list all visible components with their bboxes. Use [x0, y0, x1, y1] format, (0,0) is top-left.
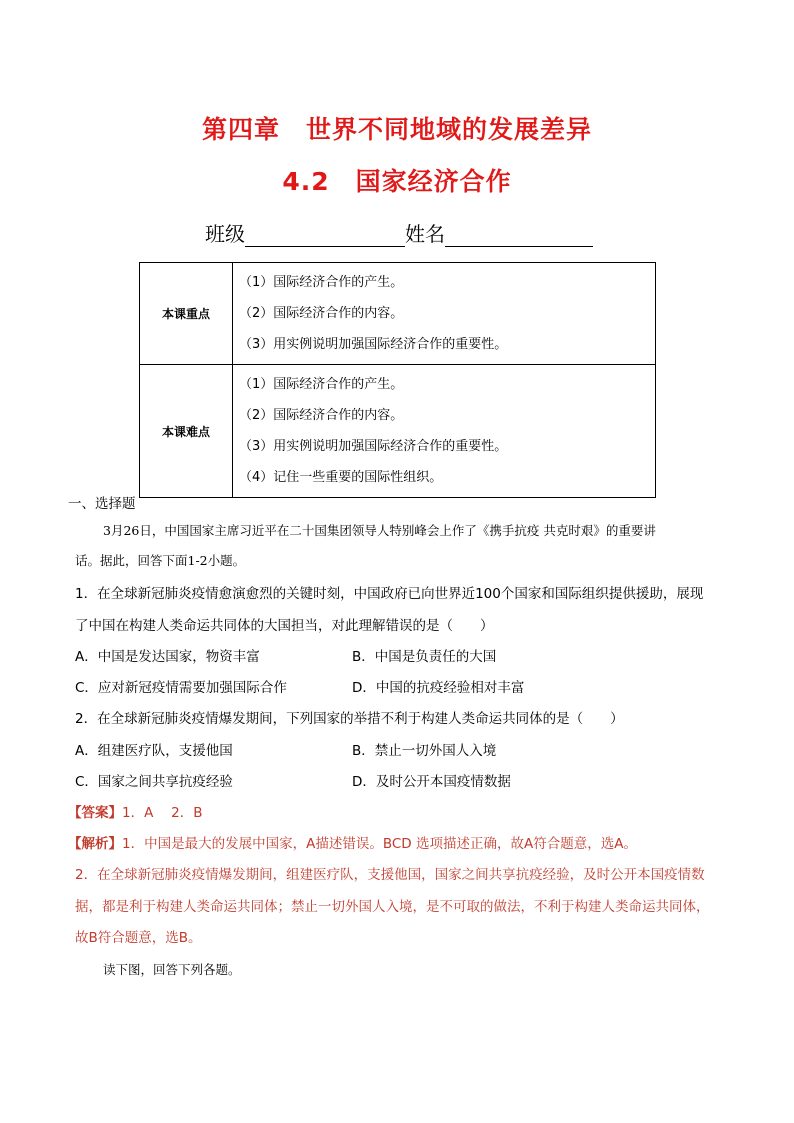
analysis-line-1: [68, 832, 637, 852]
focus-item: （2）国际经济合作的内容。: [239, 306, 404, 321]
question-1-stem-1: 1．在全球新冠肺炎疫情愈演愈烈的关键时刻，中国政府已向世界近100个国家和国际组织提供援助，展现: [75, 586, 704, 602]
name-label: 姓名: [405, 222, 445, 246]
analysis-line-2: 2．在全球新冠肺炎疫情爆发期间，组建医疗队，支援他国，国家之间共享抗疫经验，及时公开本国疫情数: [75, 867, 705, 883]
focus-row: [140, 263, 656, 365]
question-1-option-c: C．应对新冠疫情需要加强国际合作: [75, 680, 287, 696]
question-1-stem-2: 了中国在构建人类命运共同体的大国担当，对此理解错误的是（ ）: [75, 618, 494, 634]
focus-item: （3）用实例说明加强国际经济合作的重要性。: [239, 337, 508, 352]
question-2-option-d: D．及时公开本国疫情数据: [352, 774, 511, 790]
class-blank: [245, 224, 405, 247]
analysis-text-1: 1．中国是最大的发展中国家，A描述错误。BCD 选项描述正确，故A符合题意，选A。: [122, 836, 637, 852]
question-2-option-c: C．国家之间共享抗疫经验: [75, 774, 233, 790]
question-2-option-a: A．组建医疗队，支援他国: [75, 743, 233, 759]
focus-item: （1）国际经济合作的产生。: [239, 275, 404, 290]
difficulty-item: （2）国际经济合作的内容。: [239, 408, 404, 423]
key-points-table: [139, 262, 656, 498]
answer-line: [68, 801, 202, 821]
class-name-line: [205, 218, 593, 247]
analysis-label: 【解析】: [68, 836, 122, 852]
question-1-option-d: D．中国的抗疫经验相对丰富: [352, 680, 525, 696]
question-1-option-b: B．中国是负责任的大国: [352, 649, 497, 665]
intro-line-1: 3月26日，中国国家主席习近平在二十国集团领导人特别峰会上作了《携手抗疫 共克时艰》的重要讲: [103, 523, 656, 538]
focus-items: [233, 263, 656, 365]
difficulty-item: （1）国际经济合作的产生。: [239, 377, 404, 392]
focus-label: 本课重点: [140, 263, 233, 365]
answer-text: 1．A 2．B: [122, 805, 203, 821]
difficulty-items: [233, 365, 656, 498]
difficulty-item: （3）用实例说明加强国际经济合作的重要性。: [239, 439, 508, 454]
difficulty-row: [140, 365, 656, 498]
difficulty-label: 本课难点: [140, 365, 233, 498]
question-2-option-b: B．禁止一切外国人入境: [352, 743, 497, 759]
followup-prompt: 读下图，回答下列各题。: [103, 962, 241, 977]
analysis-line-3: 据，都是利于构建人类命运共同体；禁止一切外国人入境，是不可取的做法，不利于构建人类命运共同体，: [75, 899, 710, 915]
section-heading: 一、选择题: [68, 496, 136, 512]
difficulty-item: （4）记住一些重要的国际性组织。: [239, 470, 443, 485]
question-1-option-a: A．中国是发达国家，物资丰富: [75, 649, 260, 665]
answer-label: 【答案】: [68, 805, 122, 821]
analysis-line-4: 故B符合题意，选B。: [75, 930, 202, 946]
chapter-title: 第四章 世界不同地域的发展差异: [201, 115, 592, 144]
section-title: 4.2 国家经济合作: [282, 167, 512, 196]
question-2-stem-1: 2．在全球新冠肺炎疫情爆发期间，下列国家的举措不利于构建人类命运共同体的是（ ）: [75, 711, 624, 727]
intro-line-2: 话。据此，回答下面1-2小题。: [75, 553, 246, 568]
class-label: 班级: [205, 222, 245, 246]
name-blank: [445, 224, 593, 247]
